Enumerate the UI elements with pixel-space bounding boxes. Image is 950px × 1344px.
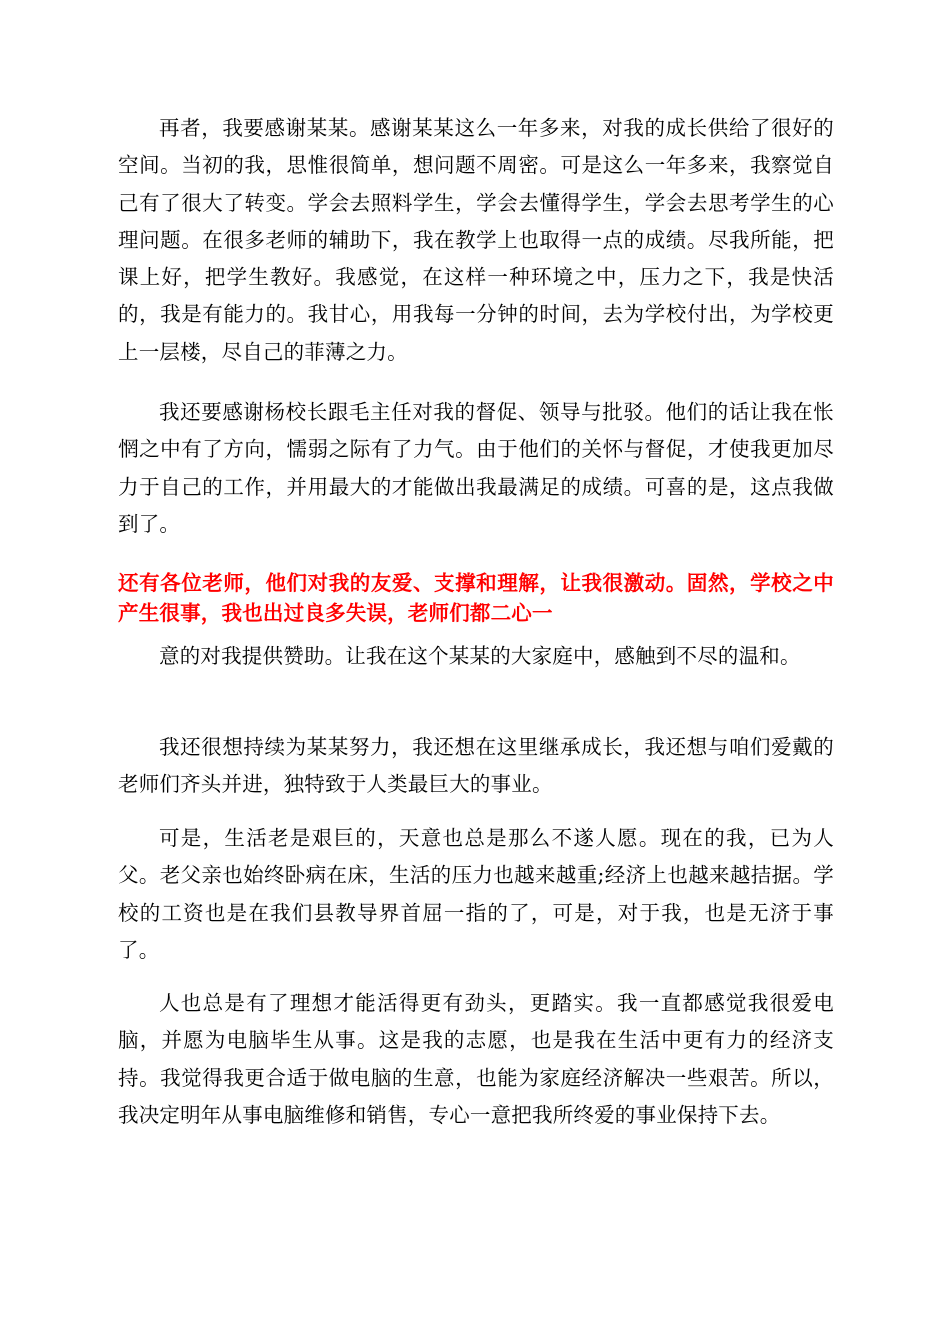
paragraph-life-hardship: 可是，生活老是艰巨的，天意也总是那么不遂人愿。现在的我，已为人父。老父亲也始终卧病在床，生活的压力也越来越重;经济上也越来越拮据。学校的工资也是在我们县教导界首屈一指的了，可是，对于我，也是无济于事了。 [118, 826, 834, 962]
highlighted-paragraph-teachers: 还有各位老师，他们对我的友爱、支撑和理解，让我很激动。固然，学校之中产生很事，我也出过良多失误，老师们都二心一 [118, 571, 834, 625]
paragraph-thanks-school: 再者，我要感谢某某。感谢某某这么一年多来，对我的成长供给了很好的空间。当初的我，思惟很简单，想问题不周密。可是这么一年多来，我察觉自己有了很大了转变。学会去照料学生，学会去懂得学生，学会去思考学生的心理问题。在很多老师的辅助下，我在教学上也取得一点的成绩。尽我所能，把课上好，把学生教好。我感觉，在这样一种环境之中，压力之下，我是快活的，我是有能力的。我甘心，用我每一分钟的时间，去为学校付出，为学校更上一层楼，尽自己的菲薄之力。 [118, 116, 834, 364]
paragraph-teachers-continued: 意的对我提供赞助。让我在这个某某的大家庭中，感触到不尽的温和。 [159, 644, 801, 668]
paragraph-continue-effort: 我还很想持续为某某努力，我还想在这里继承成长，我还想与咱们爱戴的老师们齐头并进，独特致于人类最巨大的事业。 [118, 735, 834, 797]
paragraph-computer-career: 人也总是有了理想才能活得更有劲头，更踏实。我一直都感觉我很爱电脑，并愿为电脑毕生从事。这是我的志愿，也是我在生活中更有力的经济支持。我觉得我更合适于做电脑的生意，也能为家庭经济解决一些艰苦。所以，我决定明年从事电脑维修和销售，专心一意把我所终爱的事业保持下去。 [118, 991, 834, 1127]
paragraph-thanks-principal: 我还要感谢杨校长跟毛主任对我的督促、领导与批驳。他们的话让我在怅惘之中有了方向，懦弱之际有了力气。由于他们的关怀与督促，才使我更加尽力于自己的工作，并用最大的才能做出我最满足的成绩。可喜的是，这点我做到了。 [118, 400, 834, 536]
